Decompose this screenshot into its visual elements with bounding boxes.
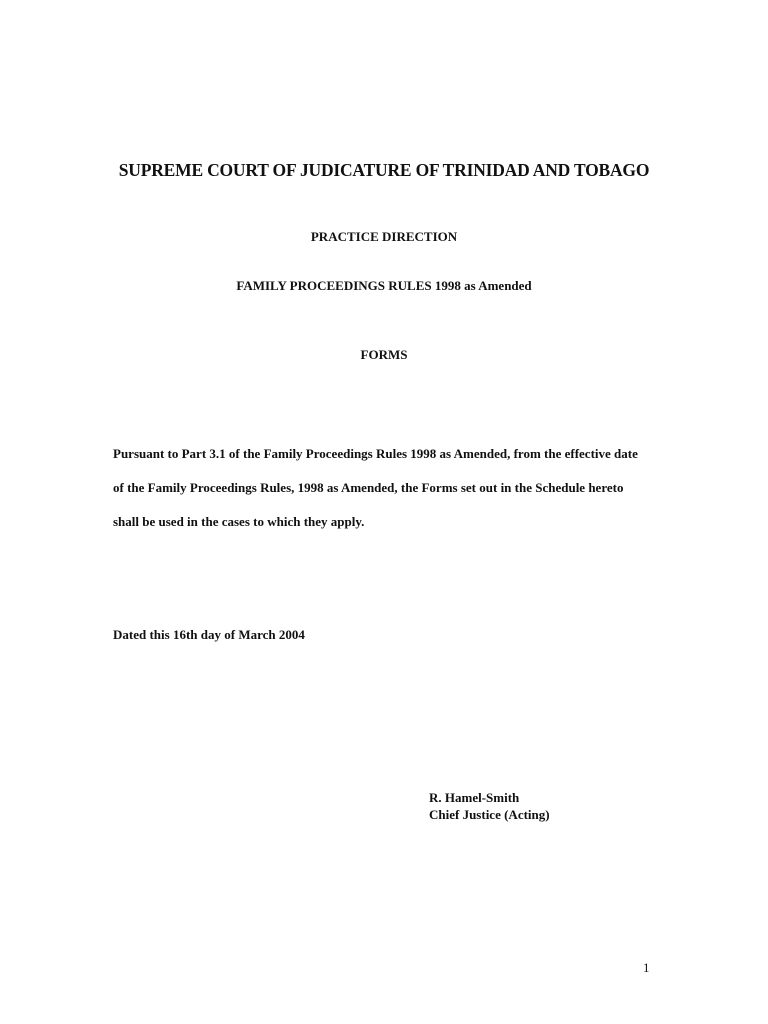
signatory-name: R. Hamel-Smith	[429, 790, 520, 805]
body-paragraph-line-1: Pursuant to Part 3.1 of the Family Proceedings Rules 1998 as Amended, from the effective date	[113, 446, 638, 461]
dated-line: Dated this 16th day of March 2004	[113, 627, 305, 642]
rules-heading: FAMILY PROCEEDINGS RULES 1998 as Amended	[236, 278, 532, 293]
body-paragraph-line-2: of the Family Proceedings Rules, 1998 as Amended, the Forms set out in the Schedule hereto	[113, 480, 624, 495]
document-title: SUPREME COURT OF JUDICATURE OF TRINIDAD AND TOBAGO	[118, 160, 650, 180]
signatory-title: Chief Justice (Acting)	[429, 807, 550, 822]
page-number: 1	[643, 960, 650, 975]
practice-direction-heading: PRACTICE DIRECTION	[310, 229, 458, 244]
body-paragraph-line-3: shall be used in the cases to which they apply.	[113, 514, 365, 529]
forms-heading: FORMS	[360, 347, 408, 362]
